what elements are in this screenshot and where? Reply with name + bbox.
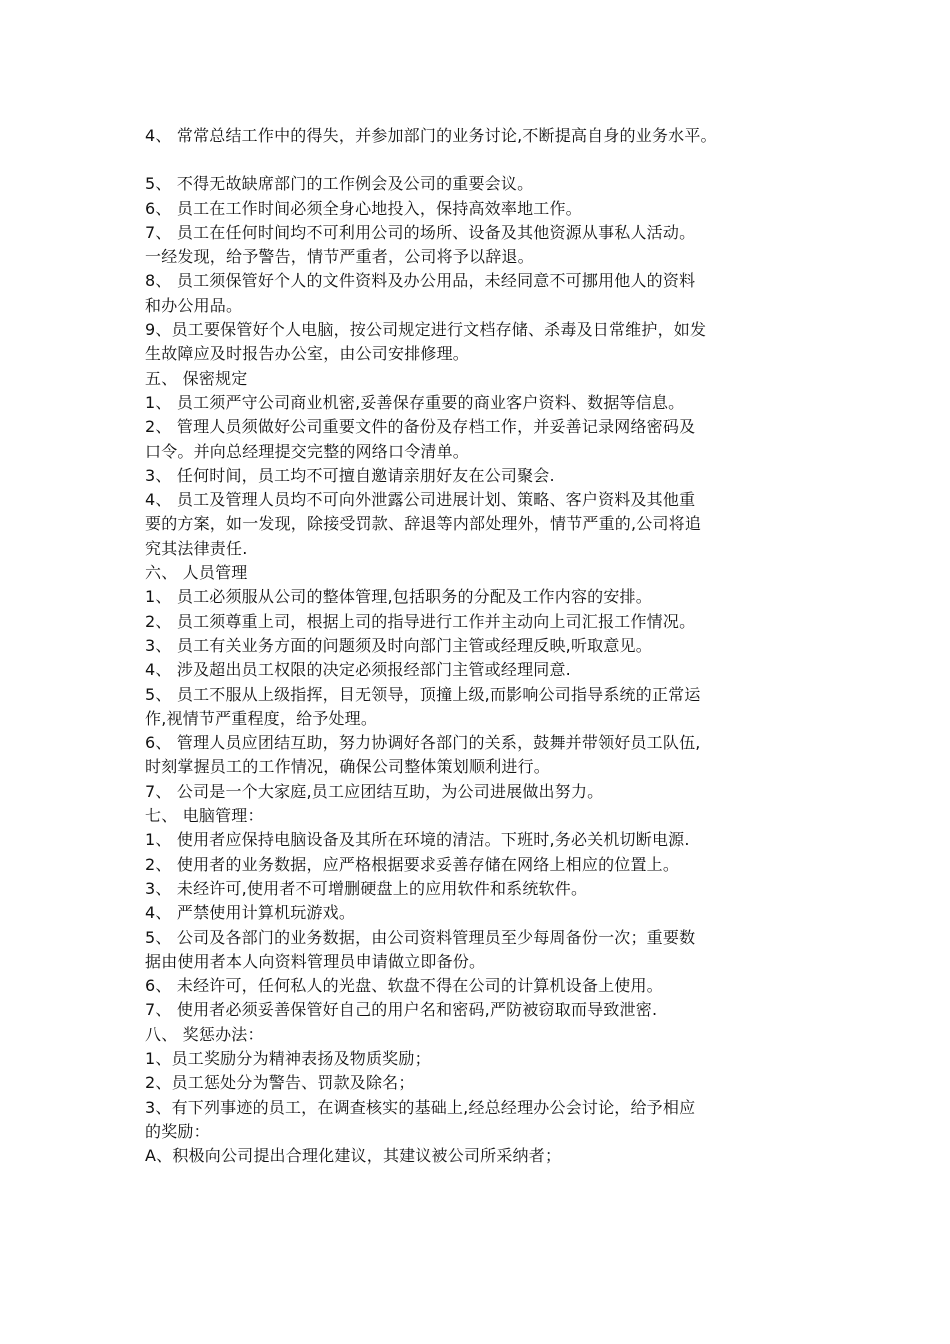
section-heading: 八、 奖惩办法： [145,1024,264,1044]
rule-line: 据由使用者本人向资料管理员申请做立即备份。 [145,951,486,971]
rule-line: 6、 未经许可，任何私人的光盘、软盘不得在公司的计算机设备上使用。 [145,976,663,996]
rule-line: 1、 员工须严守公司商业机密,妥善保存重要的商业客户资料、数据等信息。 [145,392,685,412]
rule-line: 5、 公司及各部门的业务数据，由公司资料管理员至少每周备份一次；重要数 [145,927,696,947]
rule-line: 3、有下列事迹的员工，在调查核实的基础上,经总经理办公会讨论，给予相应 [145,1097,696,1117]
rule-line: 4、 涉及超出员工权限的决定必须报经部门主管或经理同意. [145,660,571,680]
rule-line: 2、 员工须尊重上司，根据上司的指导进行工作并主动向上司汇报工作情况。 [145,611,696,631]
rule-line: 5、 不得无故缺席部门的工作例会及公司的重要会议。 [145,174,534,194]
rule-line: 7、 公司是一个大家庭,员工应团结互助，为公司进展做出努力。 [145,781,604,801]
rule-line: 1、员工奖励分为精神表扬及物质奖励； [145,1048,431,1068]
rule-line: A、积极向公司提出合理化建议，其建议被公司所采纳者； [145,1146,562,1166]
rule-line: 口令。并向总经理提交完整的网络口令清单。 [145,441,470,461]
rule-line: 6、 管理人员应团结互助，努力协调好各部门的关系，鼓舞并带领好员工队伍, [145,733,701,753]
rule-line: 作,视情节严重程度，给予处理。 [145,708,378,728]
rule-line: 7、 使用者必须妥善保管好自己的用户名和密码,严防被窃取而导致泄密. [145,1000,658,1020]
section-heading: 七、 电脑管理： [145,806,264,826]
rule-line: 一经发现，给予警告，情节严重者，公司将予以辞退。 [145,247,534,267]
rule-line: 时刻掌握员工的工作情况，确保公司整体策划顺利进行。 [145,757,551,777]
rule-line: 6、 员工在工作时间必须全身心地投入，保持高效率地工作。 [145,198,582,218]
rule-line: 1、 员工必须服从公司的整体管理,包括职务的分配及工作内容的安排。 [145,587,652,607]
rule-line: 2、 使用者的业务数据，应严格根据要求妥善存储在网络上相应的位置上。 [145,854,680,874]
rule-line: 2、 管理人员须做好公司重要文件的备份及存档工作，并妥善记录网络密码及 [145,417,696,437]
blank-line [145,148,810,172]
rule-line: 9、员工要保管好个人电脑，按公司规定进行文档存储、杀毒及日常维护，如发 [145,320,707,340]
rule-line: 3、 员工有关业务方面的问题须及时向部门主管或经理反映,听取意见。 [145,635,652,655]
rule-line: 8、 员工须保管好个人的文件资料及办公用品，未经同意不可挪用他人的资料 [145,271,696,291]
rule-line: 5、 员工不服从上级指挥，目无领导，顶撞上级,而影响公司指导系统的正常运 [145,684,701,704]
section-heading: 六、 人员管理 [145,563,248,583]
rule-line: 的奖励： [145,1121,210,1141]
rule-line: 要的方案，如一发现，除接受罚款、辞退等内部处理外，情节严重的,公司将追 [145,514,702,534]
section-heading: 五、 保密规定 [145,368,248,388]
rule-line: 1、 使用者应保持电脑设备及其所在环境的清洁。下班时,务必关机切断电源. [145,830,690,850]
rule-line: 3、 未经许可,使用者不可增删硬盘上的应用软件和系统软件。 [145,878,588,898]
rule-line: 和办公用品。 [145,295,243,315]
rule-line: 7、 员工在任何时间均不可利用公司的场所、设备及其他资源从事私人活动。 [145,222,696,242]
rule-line: 4、 常常总结工作中的得失，并参加部门的业务讨论,不断提高自身的业务水平。 [145,126,717,145]
rule-line: 生故障应及时报告办公室，由公司安排修理。 [145,344,470,364]
document-body [145,124,810,1168]
rule-line: 究其法律责任. [145,538,248,558]
rule-line: 2、员工惩处分为警告、罚款及除名； [145,1073,415,1093]
rule-line: 3、 任何时间，员工均不可擅自邀请亲朋好友在公司聚会. [145,465,555,485]
rule-line: 4、 严禁使用计算机玩游戏。 [145,903,356,923]
rule-line: 4、 员工及管理人员均不可向外泄露公司进展计划、策略、客户资料及其他重 [145,490,696,510]
